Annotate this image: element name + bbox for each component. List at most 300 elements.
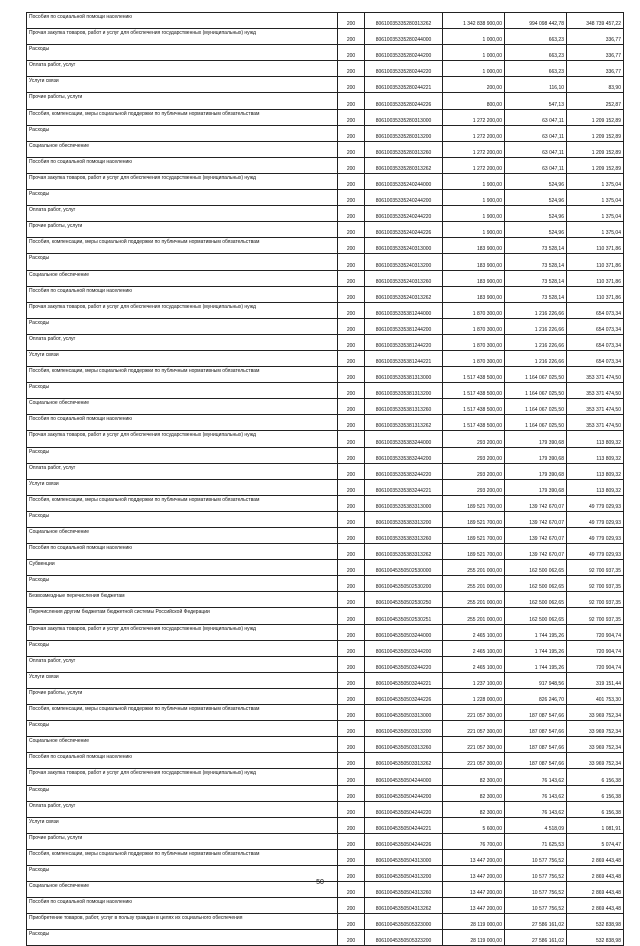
table-row <box>27 190 624 206</box>
row-unexecuted-amount-cell: 49 779 029,93 <box>567 544 624 560</box>
row-unexecuted-amount-cell: 720 904,74 <box>567 656 624 672</box>
row-classification-code-cell: 80610045350503244220 <box>365 656 443 672</box>
row-unexecuted-amount-cell: 720 904,74 <box>567 640 624 656</box>
row-executed-amount-cell: 187 087 547,66 <box>505 705 567 721</box>
row-approved-amount-cell: 28 119 000,00 <box>443 914 505 930</box>
row-approved-amount-cell: 1 237 100,00 <box>443 672 505 688</box>
row-executed-amount-cell: 162 500 062,65 <box>505 608 567 624</box>
row-code-cell: 200 <box>338 511 365 527</box>
row-unexecuted-amount-cell: 1 209 152,89 <box>567 109 624 125</box>
row-classification-code-cell: 80610045350502530200 <box>365 576 443 592</box>
row-code-cell: 200 <box>338 705 365 721</box>
row-name-cell: Расходы <box>27 190 338 206</box>
table-row <box>27 914 624 930</box>
row-executed-amount-cell: 71 625,53 <box>505 833 567 849</box>
row-executed-amount-cell: 994 098 442,78 <box>505 13 567 29</box>
row-executed-amount-cell: 162 500 062,65 <box>505 592 567 608</box>
row-code-cell: 200 <box>338 318 365 334</box>
table-row <box>27 640 624 656</box>
row-code-cell: 200 <box>338 608 365 624</box>
row-unexecuted-amount-cell: 49 779 029,93 <box>567 528 624 544</box>
row-classification-code-cell: 80610035335383313260 <box>365 528 443 544</box>
table-row <box>27 721 624 737</box>
row-classification-code-cell: 80610035335381313200 <box>365 383 443 399</box>
row-executed-amount-cell: 547,13 <box>505 93 567 109</box>
row-executed-amount-cell: 1 164 067 025,50 <box>505 367 567 383</box>
table-row <box>27 206 624 222</box>
row-approved-amount-cell: 76 700,00 <box>443 833 505 849</box>
row-unexecuted-amount-cell: 252,87 <box>567 93 624 109</box>
row-code-cell: 200 <box>338 157 365 173</box>
row-approved-amount-cell: 1 517 438 500,00 <box>443 415 505 431</box>
row-unexecuted-amount-cell: 1 209 152,89 <box>567 141 624 157</box>
page-number: 50 <box>316 879 324 886</box>
row-code-cell: 200 <box>338 833 365 849</box>
row-code-cell: 200 <box>338 898 365 914</box>
row-name-cell: Пособия, компенсации, меры социальной поддержки по публичным нормативным обязательствам <box>27 367 338 383</box>
row-classification-code-cell: 80610045350503244221 <box>365 672 443 688</box>
row-classification-code-cell: 80610035335383313262 <box>365 544 443 560</box>
row-executed-amount-cell: 524,96 <box>505 222 567 238</box>
row-executed-amount-cell: 76 143,62 <box>505 785 567 801</box>
row-classification-code-cell: 80610035335240244000 <box>365 173 443 189</box>
row-executed-amount-cell: 663,23 <box>505 29 567 45</box>
row-approved-amount-cell: 183 900,00 <box>443 286 505 302</box>
row-code-cell: 200 <box>338 141 365 157</box>
table-row <box>27 817 624 833</box>
row-unexecuted-amount-cell: 92 700 937,35 <box>567 608 624 624</box>
row-name-cell: Пособия, компенсации, меры социальной поддержки по публичным нормативным обязательствам <box>27 109 338 125</box>
row-unexecuted-amount-cell: 1 209 152,89 <box>567 157 624 173</box>
row-approved-amount-cell: 1 900,00 <box>443 190 505 206</box>
row-approved-amount-cell: 255 201 000,00 <box>443 576 505 592</box>
budget-execution-table <box>26 12 624 946</box>
row-executed-amount-cell: 10 577 756,52 <box>505 882 567 898</box>
row-code-cell: 200 <box>338 849 365 865</box>
row-classification-code-cell: 80610035335280244200 <box>365 45 443 61</box>
row-name-cell: Оплата работ, услуг <box>27 206 338 222</box>
row-unexecuted-amount-cell: 110 371,86 <box>567 254 624 270</box>
row-code-cell: 200 <box>338 367 365 383</box>
row-approved-amount-cell: 2 465 100,00 <box>443 640 505 656</box>
table-row <box>27 656 624 672</box>
row-unexecuted-amount-cell: 110 371,86 <box>567 270 624 286</box>
row-name-cell: Прочие работы, услуги <box>27 688 338 704</box>
table-row <box>27 898 624 914</box>
budget-table-sheet <box>26 12 623 946</box>
row-unexecuted-amount-cell: 2 869 443,48 <box>567 849 624 865</box>
row-name-cell: Оплата работ, услуг <box>27 61 338 77</box>
row-code-cell: 200 <box>338 737 365 753</box>
row-executed-amount-cell: 63 047,11 <box>505 157 567 173</box>
row-unexecuted-amount-cell: 1 375,04 <box>567 190 624 206</box>
row-name-cell: Оплата работ, услуг <box>27 463 338 479</box>
row-classification-code-cell: 80610035335280313200 <box>365 125 443 141</box>
row-name-cell: Пособия по социальной помощи населению <box>27 898 338 914</box>
row-approved-amount-cell: 189 521 700,00 <box>443 511 505 527</box>
row-unexecuted-amount-cell: 654 073,34 <box>567 350 624 366</box>
row-unexecuted-amount-cell: 348 739 457,22 <box>567 13 624 29</box>
row-name-cell: Социальное обеспечение <box>27 399 338 415</box>
row-unexecuted-amount-cell: 2 869 443,48 <box>567 882 624 898</box>
row-classification-code-cell: 80610035335240313262 <box>365 286 443 302</box>
row-approved-amount-cell: 200,00 <box>443 77 505 93</box>
table-row <box>27 479 624 495</box>
row-executed-amount-cell: 139 742 670,07 <box>505 544 567 560</box>
row-code-cell: 200 <box>338 173 365 189</box>
row-code-cell: 200 <box>338 576 365 592</box>
table-row <box>27 511 624 527</box>
row-executed-amount-cell: 917 948,56 <box>505 672 567 688</box>
table-row <box>27 61 624 77</box>
row-classification-code-cell: 80610035335280313262 <box>365 157 443 173</box>
row-approved-amount-cell: 1 000,00 <box>443 45 505 61</box>
row-approved-amount-cell: 1 272 200,00 <box>443 125 505 141</box>
row-code-cell: 200 <box>338 383 365 399</box>
row-code-cell: 200 <box>338 415 365 431</box>
table-row <box>27 141 624 157</box>
table-row <box>27 157 624 173</box>
table-row <box>27 833 624 849</box>
row-classification-code-cell: 80610045350504313000 <box>365 849 443 865</box>
row-approved-amount-cell: 1 272 200,00 <box>443 141 505 157</box>
row-approved-amount-cell: 28 119 000,00 <box>443 930 505 946</box>
table-row <box>27 624 624 640</box>
table-row <box>27 415 624 431</box>
row-approved-amount-cell: 82 300,00 <box>443 785 505 801</box>
row-executed-amount-cell: 1 164 067 025,50 <box>505 383 567 399</box>
row-unexecuted-amount-cell: 83,90 <box>567 77 624 93</box>
row-classification-code-cell: 80610045350503244226 <box>365 688 443 704</box>
row-executed-amount-cell: 73 528,14 <box>505 270 567 286</box>
row-classification-code-cell: 80610045350504244000 <box>365 769 443 785</box>
table-row <box>27 688 624 704</box>
row-classification-code-cell: 80610045350503313200 <box>365 721 443 737</box>
row-executed-amount-cell: 10 577 756,52 <box>505 865 567 881</box>
row-code-cell: 200 <box>338 109 365 125</box>
row-classification-code-cell: 80610045350504313262 <box>365 898 443 914</box>
row-approved-amount-cell: 1 272 200,00 <box>443 109 505 125</box>
row-classification-code-cell: 80610045350502530000 <box>365 560 443 576</box>
row-approved-amount-cell: 1 000,00 <box>443 61 505 77</box>
row-executed-amount-cell: 179 390,68 <box>505 447 567 463</box>
row-executed-amount-cell: 139 742 670,07 <box>505 511 567 527</box>
row-approved-amount-cell: 13 447 200,00 <box>443 898 505 914</box>
row-name-cell: Прочая закупка товаров, работ и услуг для обеспечения государственных (муниципальных) нужд <box>27 624 338 640</box>
row-name-cell: Социальное обеспечение <box>27 141 338 157</box>
row-executed-amount-cell: 73 528,14 <box>505 238 567 254</box>
table-row <box>27 318 624 334</box>
row-name-cell: Услуги связи <box>27 77 338 93</box>
row-unexecuted-amount-cell: 49 779 029,93 <box>567 511 624 527</box>
row-name-cell: Расходы <box>27 383 338 399</box>
row-approved-amount-cell: 183 900,00 <box>443 238 505 254</box>
row-classification-code-cell: 80610045350503313260 <box>365 737 443 753</box>
row-name-cell: Пособия, компенсации, меры социальной поддержки по публичным нормативным обязательствам <box>27 495 338 511</box>
row-approved-amount-cell: 13 447 200,00 <box>443 882 505 898</box>
row-name-cell: Пособия, компенсации, меры социальной поддержки по публичным нормативным обязательствам <box>27 705 338 721</box>
row-classification-code-cell: 80610035335381313260 <box>365 399 443 415</box>
row-executed-amount-cell: 1 216 226,66 <box>505 334 567 350</box>
table-row <box>27 576 624 592</box>
row-unexecuted-amount-cell: 92 700 937,35 <box>567 592 624 608</box>
row-name-cell: Расходы <box>27 318 338 334</box>
row-code-cell: 200 <box>338 930 365 946</box>
row-name-cell: Социальное обеспечение <box>27 882 338 898</box>
row-approved-amount-cell: 1 870 300,00 <box>443 318 505 334</box>
row-unexecuted-amount-cell: 654 073,34 <box>567 318 624 334</box>
row-executed-amount-cell: 73 528,14 <box>505 286 567 302</box>
row-name-cell: Расходы <box>27 254 338 270</box>
row-name-cell: Пособия, компенсации, меры социальной поддержки по публичным нормативным обязательствам <box>27 849 338 865</box>
row-executed-amount-cell: 139 742 670,07 <box>505 528 567 544</box>
row-unexecuted-amount-cell: 92 700 937,35 <box>567 576 624 592</box>
row-name-cell: Оплата работ, услуг <box>27 334 338 350</box>
row-executed-amount-cell: 1 744 195,26 <box>505 640 567 656</box>
row-approved-amount-cell: 293 200,00 <box>443 447 505 463</box>
table-row <box>27 238 624 254</box>
row-executed-amount-cell: 524,96 <box>505 206 567 222</box>
row-code-cell: 200 <box>338 479 365 495</box>
row-classification-code-cell: 80610035335280313000 <box>365 109 443 125</box>
table-row <box>27 608 624 624</box>
row-code-cell: 200 <box>338 688 365 704</box>
row-classification-code-cell: 80610035335240244226 <box>365 222 443 238</box>
table-row <box>27 705 624 721</box>
table-row <box>27 528 624 544</box>
row-classification-code-cell: 80610035335381244000 <box>365 302 443 318</box>
row-unexecuted-amount-cell: 336,77 <box>567 45 624 61</box>
row-executed-amount-cell: 187 087 547,66 <box>505 721 567 737</box>
row-name-cell: Прочая закупка товаров, работ и услуг для обеспечения государственных (муниципальных) нужд <box>27 173 338 189</box>
row-name-cell: Расходы <box>27 721 338 737</box>
row-unexecuted-amount-cell: 336,77 <box>567 29 624 45</box>
row-code-cell: 200 <box>338 882 365 898</box>
row-executed-amount-cell: 187 087 547,66 <box>505 737 567 753</box>
row-executed-amount-cell: 1 216 226,66 <box>505 302 567 318</box>
row-code-cell: 200 <box>338 801 365 817</box>
table-row <box>27 592 624 608</box>
table-row <box>27 93 624 109</box>
row-unexecuted-amount-cell: 92 700 937,35 <box>567 560 624 576</box>
row-approved-amount-cell: 221 057 300,00 <box>443 705 505 721</box>
row-executed-amount-cell: 1 164 067 025,50 <box>505 399 567 415</box>
row-name-cell: Пособия, компенсации, меры социальной поддержки по публичным нормативным обязательствам <box>27 238 338 254</box>
row-classification-code-cell: 80610035335280313260 <box>365 141 443 157</box>
row-unexecuted-amount-cell: 353 371 474,50 <box>567 415 624 431</box>
row-approved-amount-cell: 255 201 000,00 <box>443 592 505 608</box>
table-row <box>27 447 624 463</box>
row-approved-amount-cell: 221 057 300,00 <box>443 721 505 737</box>
row-code-cell: 200 <box>338 93 365 109</box>
row-unexecuted-amount-cell: 33 969 752,34 <box>567 721 624 737</box>
row-executed-amount-cell: 179 390,68 <box>505 463 567 479</box>
row-unexecuted-amount-cell: 1 081,91 <box>567 817 624 833</box>
row-executed-amount-cell: 162 500 062,65 <box>505 576 567 592</box>
row-approved-amount-cell: 82 300,00 <box>443 769 505 785</box>
row-approved-amount-cell: 1 272 200,00 <box>443 157 505 173</box>
row-code-cell: 200 <box>338 753 365 769</box>
row-classification-code-cell: 80610035335240313000 <box>365 238 443 254</box>
row-classification-code-cell: 80610035335240244220 <box>365 206 443 222</box>
row-classification-code-cell: 80610035335381244200 <box>365 318 443 334</box>
row-unexecuted-amount-cell: 1 375,04 <box>567 222 624 238</box>
row-executed-amount-cell: 179 390,68 <box>505 431 567 447</box>
row-code-cell: 200 <box>338 270 365 286</box>
row-code-cell: 200 <box>338 125 365 141</box>
row-classification-code-cell: 80610035335383244000 <box>365 431 443 447</box>
row-classification-code-cell: 80610045350504244221 <box>365 817 443 833</box>
row-executed-amount-cell: 1 164 067 025,50 <box>505 415 567 431</box>
row-name-cell: Расходы <box>27 640 338 656</box>
row-approved-amount-cell: 1 900,00 <box>443 222 505 238</box>
row-executed-amount-cell: 1 216 226,66 <box>505 350 567 366</box>
table-row <box>27 753 624 769</box>
row-classification-code-cell: 80610035335240313200 <box>365 254 443 270</box>
row-approved-amount-cell: 293 200,00 <box>443 463 505 479</box>
row-approved-amount-cell: 1 517 438 500,00 <box>443 383 505 399</box>
row-approved-amount-cell: 221 057 300,00 <box>443 737 505 753</box>
row-unexecuted-amount-cell: 353 371 474,50 <box>567 383 624 399</box>
table-row <box>27 350 624 366</box>
row-unexecuted-amount-cell: 532 838,98 <box>567 914 624 930</box>
row-classification-code-cell: 80610045350504244200 <box>365 785 443 801</box>
row-name-cell: Пособия по социальной помощи населению <box>27 13 338 29</box>
row-approved-amount-cell: 2 465 100,00 <box>443 656 505 672</box>
table-row <box>27 463 624 479</box>
row-code-cell: 200 <box>338 222 365 238</box>
row-classification-code-cell: 80610045350503313000 <box>365 705 443 721</box>
row-name-cell: Услуги связи <box>27 672 338 688</box>
row-unexecuted-amount-cell: 6 156,38 <box>567 801 624 817</box>
row-approved-amount-cell: 293 200,00 <box>443 479 505 495</box>
row-classification-code-cell: 80610035335280244221 <box>365 77 443 93</box>
row-name-cell: Расходы <box>27 930 338 946</box>
row-name-cell: Расходы <box>27 511 338 527</box>
row-name-cell: Оплата работ, услуг <box>27 656 338 672</box>
row-unexecuted-amount-cell: 113 809,32 <box>567 463 624 479</box>
row-code-cell: 200 <box>338 528 365 544</box>
row-name-cell: Социальное обеспечение <box>27 737 338 753</box>
row-approved-amount-cell: 1 228 000,00 <box>443 688 505 704</box>
row-code-cell: 200 <box>338 560 365 576</box>
row-name-cell: Прочие работы, услуги <box>27 222 338 238</box>
table-row <box>27 560 624 576</box>
row-code-cell: 200 <box>338 640 365 656</box>
row-approved-amount-cell: 1 000,00 <box>443 29 505 45</box>
row-code-cell: 200 <box>338 238 365 254</box>
row-classification-code-cell: 80610035335381244221 <box>365 350 443 366</box>
row-approved-amount-cell: 189 521 700,00 <box>443 544 505 560</box>
row-unexecuted-amount-cell: 401 753,30 <box>567 688 624 704</box>
row-code-cell: 200 <box>338 45 365 61</box>
table-row <box>27 222 624 238</box>
row-executed-amount-cell: 179 390,68 <box>505 479 567 495</box>
table-row <box>27 737 624 753</box>
row-classification-code-cell: 80610035335240244200 <box>365 190 443 206</box>
row-unexecuted-amount-cell: 1 375,04 <box>567 173 624 189</box>
table-row <box>27 431 624 447</box>
row-executed-amount-cell: 187 087 547,66 <box>505 753 567 769</box>
row-code-cell: 200 <box>338 592 365 608</box>
table-row <box>27 45 624 61</box>
table-row <box>27 13 624 29</box>
row-executed-amount-cell: 1 744 195,26 <box>505 624 567 640</box>
row-approved-amount-cell: 82 300,00 <box>443 801 505 817</box>
table-row <box>27 544 624 560</box>
row-name-cell: Приобретение товаров, работ, услуг в пользу граждан в целях их социального обеспечения <box>27 914 338 930</box>
row-code-cell: 200 <box>338 13 365 29</box>
row-classification-code-cell: 80610045350503313262 <box>365 753 443 769</box>
table-row <box>27 672 624 688</box>
row-classification-code-cell: 80610035335280244226 <box>365 93 443 109</box>
row-name-cell: Пособия по социальной помощи населению <box>27 753 338 769</box>
row-executed-amount-cell: 524,96 <box>505 173 567 189</box>
row-approved-amount-cell: 1 342 838 900,00 <box>443 13 505 29</box>
table-row <box>27 302 624 318</box>
row-approved-amount-cell: 189 521 700,00 <box>443 495 505 511</box>
row-executed-amount-cell: 162 500 062,65 <box>505 560 567 576</box>
row-name-cell: Безвозмездные перечисления бюджетам <box>27 592 338 608</box>
row-executed-amount-cell: 826 246,70 <box>505 688 567 704</box>
row-approved-amount-cell: 293 200,00 <box>443 431 505 447</box>
row-approved-amount-cell: 183 900,00 <box>443 254 505 270</box>
row-classification-code-cell: 80610045350505323000 <box>365 914 443 930</box>
row-code-cell: 200 <box>338 769 365 785</box>
row-classification-code-cell: 80610035335280313262 <box>365 13 443 29</box>
row-name-cell: Пособия по социальной помощи населению <box>27 415 338 431</box>
row-unexecuted-amount-cell: 720 904,74 <box>567 624 624 640</box>
table-row <box>27 77 624 93</box>
row-approved-amount-cell: 1 870 300,00 <box>443 350 505 366</box>
row-name-cell: Оплата работ, услуг <box>27 801 338 817</box>
row-unexecuted-amount-cell: 113 809,32 <box>567 479 624 495</box>
row-code-cell: 200 <box>338 656 365 672</box>
row-unexecuted-amount-cell: 113 809,32 <box>567 447 624 463</box>
row-name-cell: Пособия по социальной помощи населению <box>27 544 338 560</box>
row-executed-amount-cell: 1 744 195,26 <box>505 656 567 672</box>
row-approved-amount-cell: 183 900,00 <box>443 270 505 286</box>
row-code-cell: 200 <box>338 77 365 93</box>
table-row <box>27 254 624 270</box>
row-code-cell: 200 <box>338 350 365 366</box>
row-executed-amount-cell: 663,23 <box>505 45 567 61</box>
row-executed-amount-cell: 139 742 670,07 <box>505 495 567 511</box>
row-executed-amount-cell: 1 216 226,66 <box>505 318 567 334</box>
row-approved-amount-cell: 1 870 300,00 <box>443 334 505 350</box>
table-row <box>27 367 624 383</box>
row-unexecuted-amount-cell: 6 156,38 <box>567 769 624 785</box>
row-classification-code-cell: 80610035335381313000 <box>365 367 443 383</box>
row-executed-amount-cell: 663,23 <box>505 61 567 77</box>
row-executed-amount-cell: 63 047,11 <box>505 125 567 141</box>
table-row <box>27 785 624 801</box>
row-classification-code-cell: 80610035335383313000 <box>365 495 443 511</box>
row-approved-amount-cell: 189 521 700,00 <box>443 528 505 544</box>
row-code-cell: 200 <box>338 399 365 415</box>
row-name-cell: Прочая закупка товаров, работ и услуг для обеспечения государственных (муниципальных) нужд <box>27 29 338 45</box>
row-name-cell: Расходы <box>27 45 338 61</box>
row-classification-code-cell: 80610035335280244220 <box>365 61 443 77</box>
row-name-cell: Прочая закупка товаров, работ и услуг для обеспечения государственных (муниципальных) нужд <box>27 431 338 447</box>
table-row <box>27 495 624 511</box>
row-unexecuted-amount-cell: 110 371,86 <box>567 238 624 254</box>
row-classification-code-cell: 80610045350504244220 <box>365 801 443 817</box>
row-executed-amount-cell: 524,96 <box>505 190 567 206</box>
row-executed-amount-cell: 27 586 161,02 <box>505 930 567 946</box>
row-unexecuted-amount-cell: 33 969 752,34 <box>567 737 624 753</box>
row-unexecuted-amount-cell: 353 371 474,50 <box>567 367 624 383</box>
